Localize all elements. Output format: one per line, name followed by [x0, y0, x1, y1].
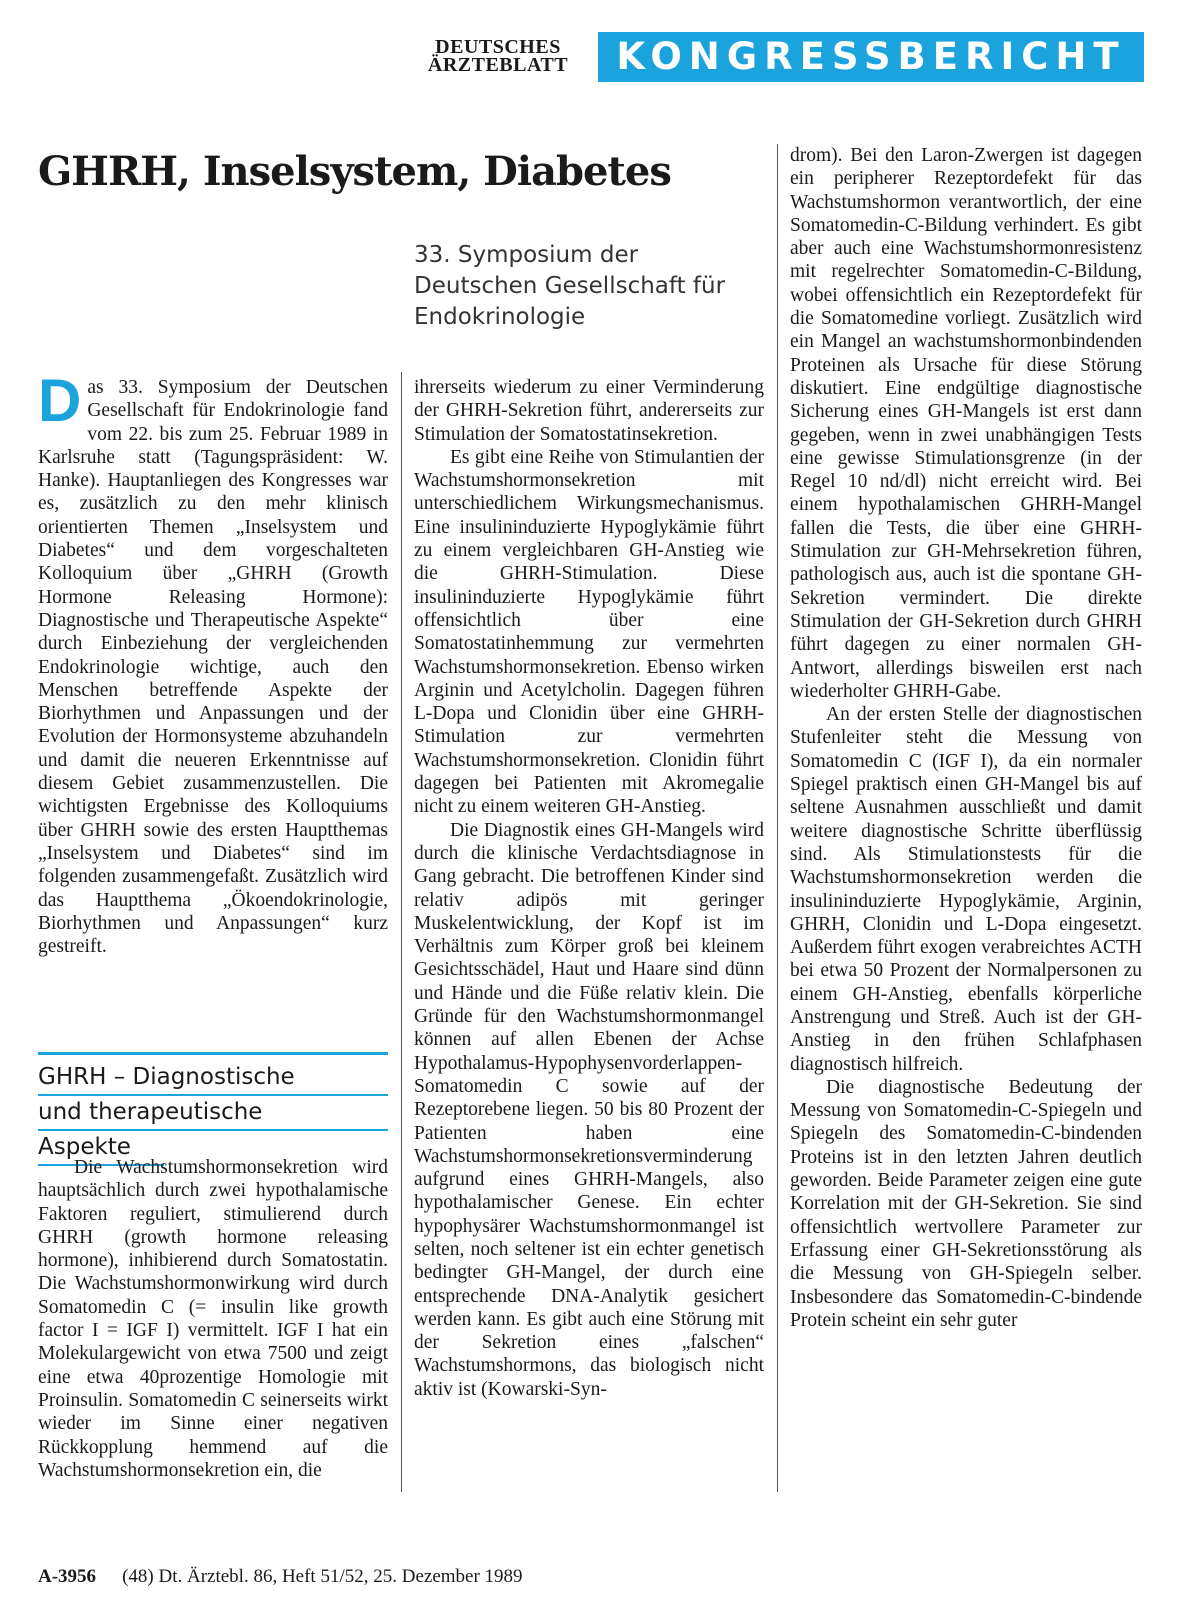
page-footer: [38, 1566, 523, 1588]
section-heading-line-3: Aspekte: [38, 1131, 164, 1166]
column-1-continued: [38, 1156, 388, 1482]
paragraph: Die diagnostische Bedeutung der Messung von Somatomedin-C-Spiegeln und Spiegeln des Somatomedin-C-bindenden Proteins ist in den letzten Jahren deutlich geworden. Beide Parameter zeigen eine gute Korrelation mit der GH-Sekretion. Sie sind offensichtlich wertvollere Parameter zur Erfassung einer GH-Sekretionsstörung als die Messung von GH-Spiegeln selber. Insbesondere das Somatomedin-C-bindende Protein scheint ein sehr guter: [790, 1076, 1142, 1331]
column-1: [38, 367, 388, 958]
section-heading: [38, 1052, 388, 1166]
article-title: GHRH, Inselsystem, Diabetes: [38, 148, 671, 195]
intro-paragraph: [38, 367, 388, 958]
masthead-line-2: ÄRZTEBLATT: [427, 54, 569, 76]
paragraph: ihrerseits wiederum zu einer Verminderung der GHRH-Sekretion führt, andererseits zur Stimulation der Somatostatinsekretion.: [414, 377, 764, 445]
journal-masthead: [414, 38, 582, 74]
page-number: A-3956: [38, 1566, 97, 1587]
section-heading-line-2: und therapeutische: [38, 1096, 388, 1131]
masthead-line-1: DEUTSCHES: [435, 36, 561, 58]
intro-text: as 33. Symposium der Deutschen Gesellschaft für Endokrinologie fand vom 22. bis zum 25. Februar 1989 in Karlsruhe statt (Tagungspräsident: W. Hanke). Hauptanliegen des Kongresses war es, zusätzlich zu den mehr klinisch orientierten Themen „Inselsystem und Diabetes“ und dem vorgeschalteten Kolloquium über „GHRH (Growth Hormone Releasing Hormone): Diagnostische und Therapeutische Aspekte“ durch Einbeziehung der vergleichenden Endokrinologie wichtige, auch den Menschen betreffende Aspekte der Biorhythmen und Anpassungen und der Evolution der Hormonsysteme abzuhandeln und damit die neueren Erkenntnisse auf diesem Gebiet zusammenzustellen. Die wichtigsten Ergebnisse des Kolloquiums über GHRH sowie des ersten Hauptthemas „Inselsystem und Diabetes“ sind im folgenden zusammengefaßt. Zusätzlich wird das Hauptthema „Ökoendokrinologie, Biorhythmen und Anpassungen“ kurz gestreift.: [38, 377, 388, 958]
paragraph: An der ersten Stelle der diagnostischen Stufenleiter steht die Messung von Somatomedin C (IGF I), da ein normaler Spiegel praktisch einen GH-Mangel bis auf seltene Ausnahmen ausschließt und damit weitere diagnostische Schritte überflüssig sind. Als Stimulationstests für die Wachstumshormonsekretion werden die insulininduzierte Hypoglykämie, Arginin, GHRH, Clonidin und L-Dopa eingesetzt. Außerdem führt exogen verabreichtes ACTH bei etwa 50 Prozent der Normalpersonen zu einem GH-Anstieg, ebenfalls körperliche Anstrengung und Streß. Auch ist der GH-Anstieg in den frühen Schlafphasen diagnostisch hilfreich.: [790, 704, 1142, 1075]
section-heading-line-1: GHRH – Diagnostische: [38, 1061, 388, 1096]
paragraph: Es gibt eine Reihe von Stimulantien der Wachstumshormonsekretion mit unterschiedlichem Wirkungsmechanismus. Eine insulininduzierte Hypoglykämie führt zu einem vergleichbaren GH-Anstieg wie die GHRH-Stimulation. Diese insulininduzierte Hypoglykämie führt offensichtlich über eine Somatostatinhemmung zur vermehrten Wachstumshormonsekretion. Ebenso wirken Arginin und Acetylcholin. Dagegen führen L-Dopa und Clonidin über eine GHRH-Stimulation zur vermehrten Wachstumshormonsekretion. Clonidin führt dagegen bei Patienten mit Akromegalie nicht zu einem weiteren GH-Anstieg.: [414, 446, 764, 818]
column-3: [790, 144, 1142, 1332]
column-divider: [777, 144, 778, 1492]
column-2: [414, 376, 764, 1401]
column-divider: [401, 372, 402, 1492]
paragraph: Die Wachstumshormonsekretion wird hauptsächlich durch zwei hypothalamische Faktoren reguliert, stimulierend durch GHRH (growth hormone releasing hormone), inhibierend durch Somatostatin. Die Wachstumshormonwirkung wird durch Somatomedin C (= insulin like growth factor I = IGF I) vermittelt. IGF I hat ein Molekulargewicht von etwa 7500 und zeigt eine etwa 40prozentige Homologie mit Proinsulin. Somatomedin C seinerseits wirkt wieder im Sinne einer negativen Rückkopplung hemmend auf die Wachstumshormonsekretion ein, die: [38, 1157, 388, 1481]
paragraph: drom). Bei den Laron-Zwergen ist dagegen ein peripherer Rezeptordefekt für das Wachstumshormon verantwortlich, der eine Somatomedin-C-Bildung verhindert. Es gibt aber auch eine Wachstumshormonresistenz mit regelrechter Somatomedin-C-Bildung, wobei offensichtlich ein Rezeptordefekt für die Somatomedine vorliegt. Zusätzlich wird ein Mangel an wachstumshormonbindenden Proteinen als Ursache für diese Störung diskutiert. Eine endgültige diagnostische Sicherung eines GH-Mangels ist erst dann gegeben, wenn in zwei unabhängigen Tests eine gewisse Stimulationsgrenze (in der Regel 10 nd/dl) nicht erreicht wird. Bei einem hypothalamischen GHRH-Mangel fallen die Tests, die über eine GHRH-Stimulation zur GH-Mehrsekretion führen, pathologisch aus, auch ist die spontane GH-Sekretion vermindert. Die direkte Stimulation der GH-Sekretion durch GHRH führt dagegen zu einer normalen GH-Antwort, allerdings bisweilen erst nach wiederholter GHRH-Gabe.: [790, 145, 1142, 702]
drop-cap: D: [38, 367, 82, 434]
paragraph: Die Diagnostik eines GH-Mangels wird durch die klinische Verdachtsdiagnose in Gang gebracht. Die betroffenen Kinder sind relativ adipös mit geringer Muskelentwicklung, der Kopf ist im Verhältnis zum Körper groß bei kleinem Gesichtsschädel, Haut und Haare sind dünn und Hände und die Füße relativ klein. Die Gründe für den Wachstumshormonmangel können auf allen Ebenen der Achse Hypothalamus-Hypophysenvorderlappen-Somatomedin C sowie auf der Rezeptorebene liegen. 50 bis 80 Prozent der Patienten haben eine Wachstumshormonsekretionsverminderung aufgrund eines GHRH-Mangels, also hypothalamischer Genese. Ein echter hypophysärer Wachstumshormonmangel ist selten, noch seltener ist ein echter genetisch bedingter GH-Mangel, der durch eine entsprechende DNA-Analytik gesichert werden kann. Es gibt auch eine Störung mit der Sekretion eines „falschen“ Wachstumshormons, das biologisch nicht aktiv ist (Kowarski-Syn-: [414, 819, 764, 1400]
citation: (48) Dt. Ärztebl. 86, Heft 51/52, 25. Dezember 1989: [122, 1566, 523, 1587]
article-subtitle: 33. Symposium der Deutschen Gesellschaft für Endokrinologie: [414, 242, 726, 330]
section-banner: KONGRESSBERICHT: [598, 32, 1144, 82]
